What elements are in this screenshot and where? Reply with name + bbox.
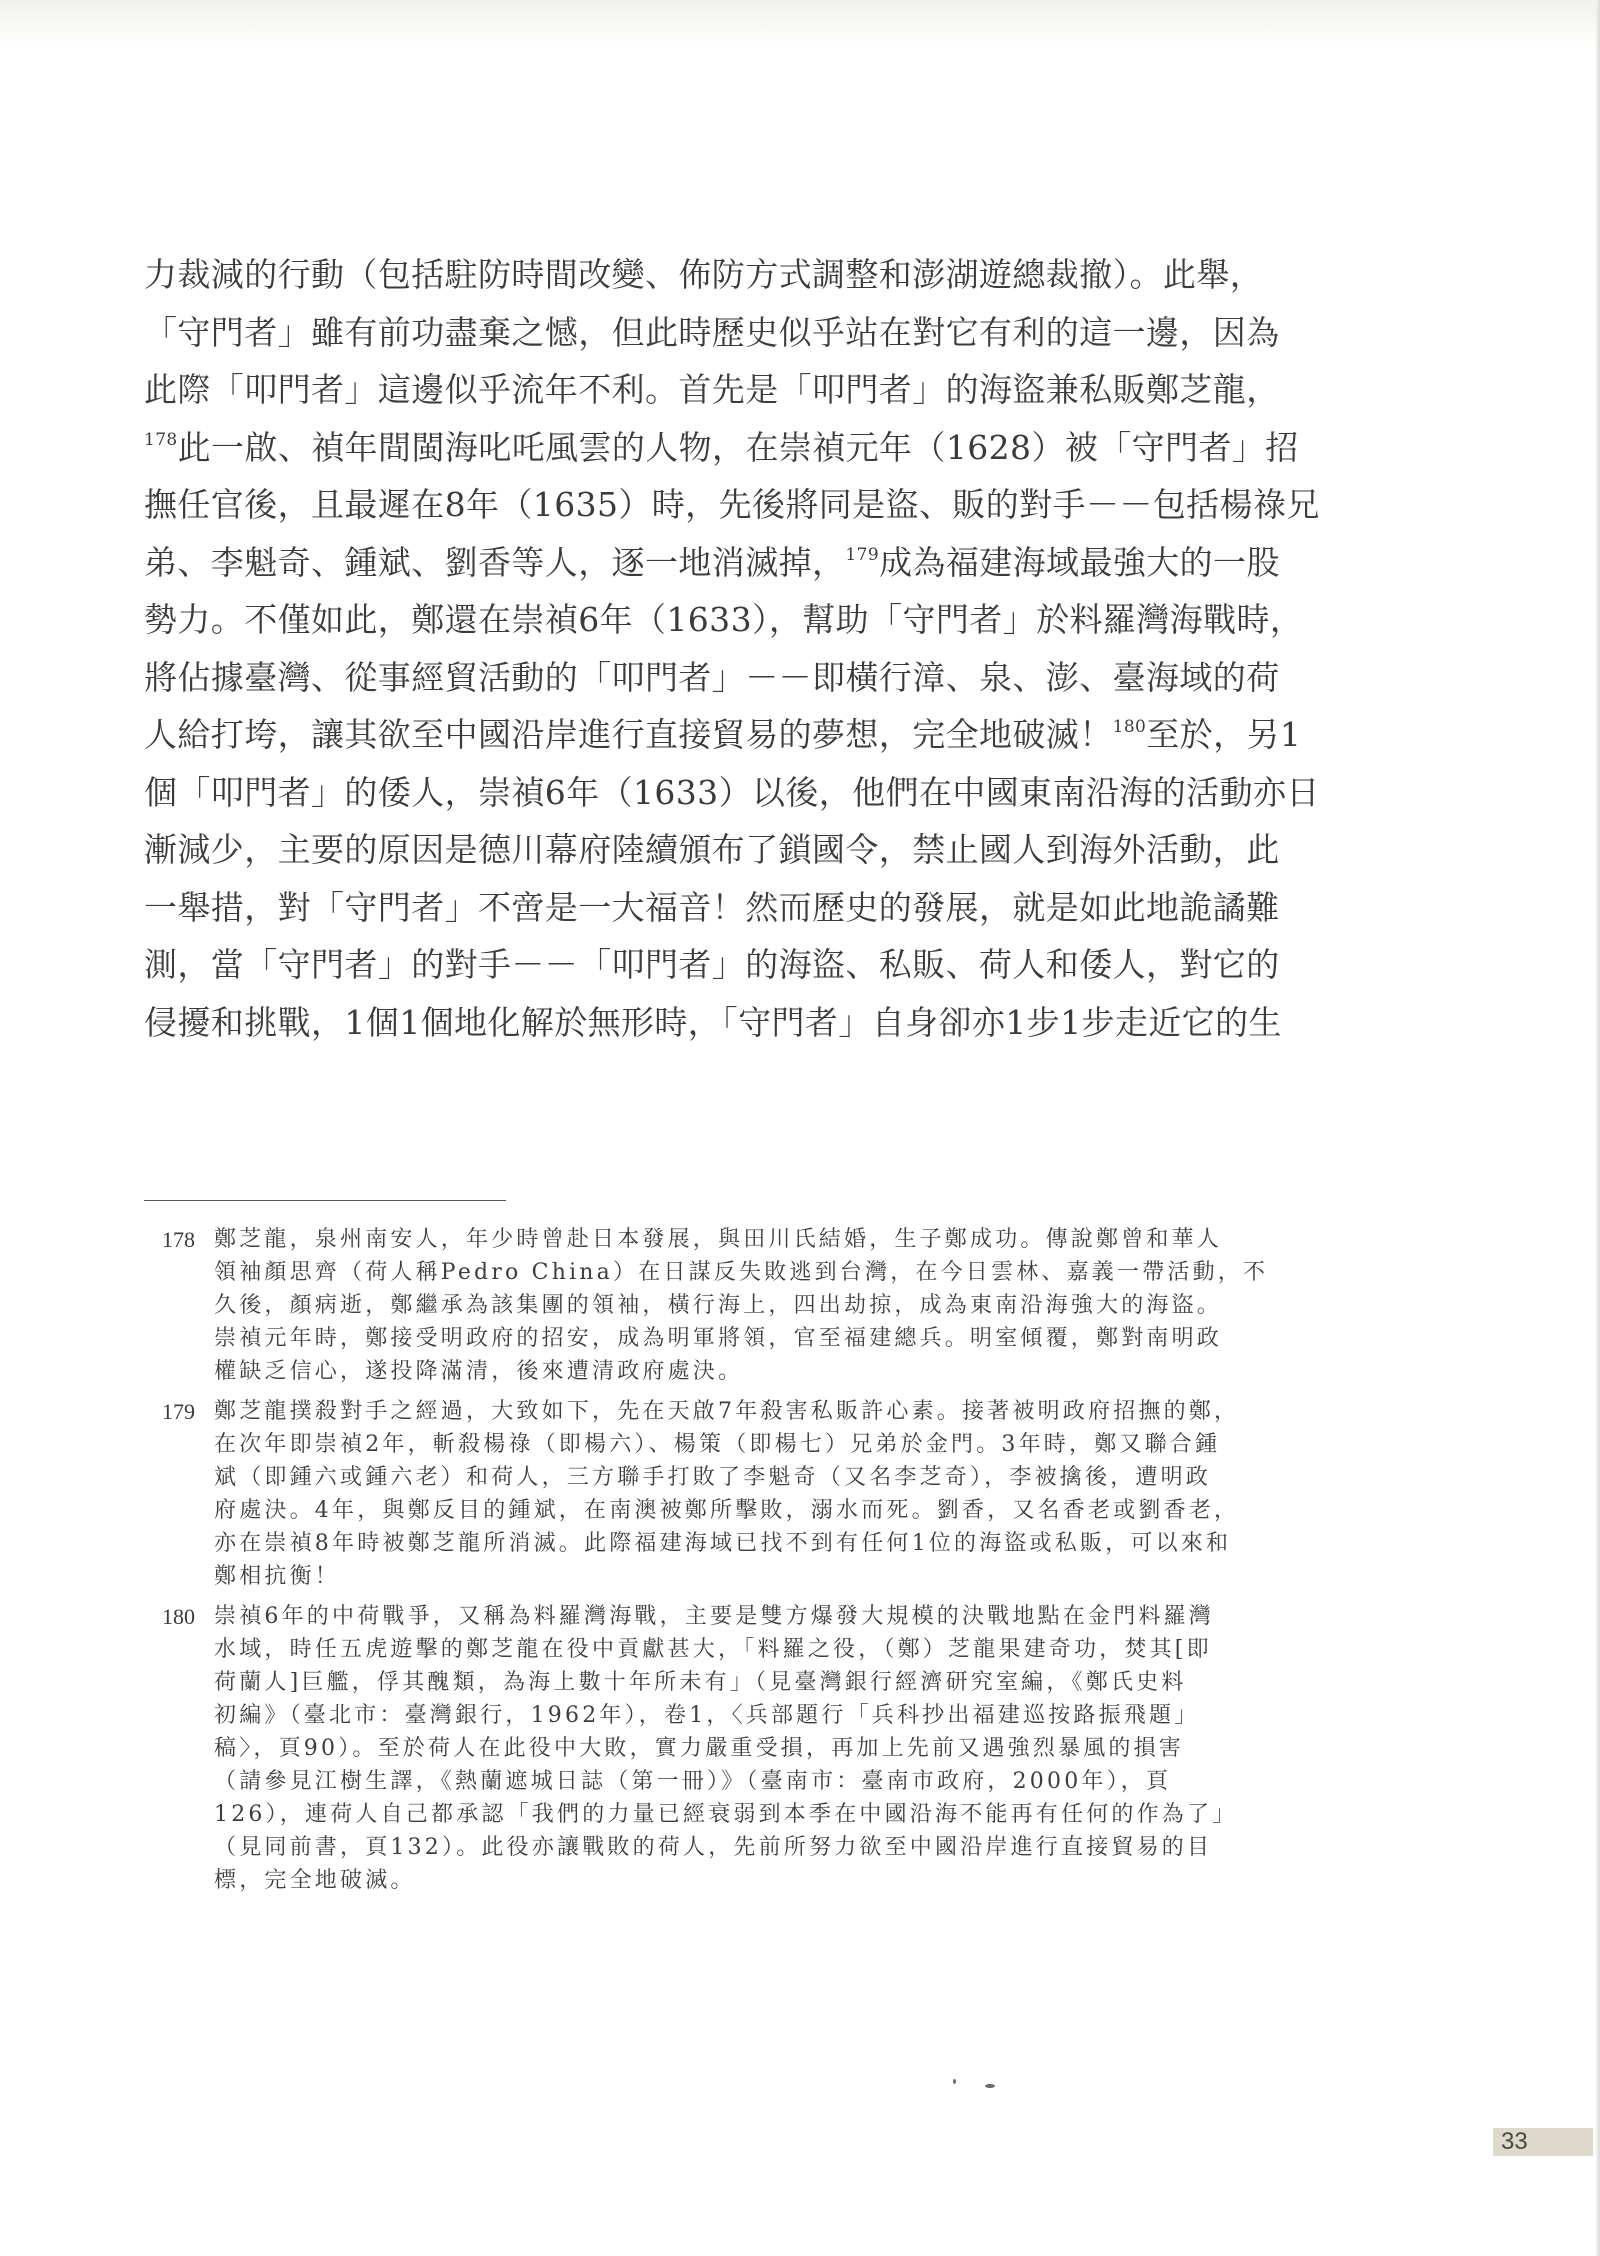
footnote-line: 在次年即崇禎2年，斬殺楊祿（即楊六）、楊策（即楊七）兄弟於金門。3年時，鄭又聯合鍾 — [214, 1432, 1221, 1457]
footnote-line: 稿〉，頁90）。至於荷人在此役中大敗，實力嚴重受損，再加上先前又遇強烈暴風的損害 — [214, 1736, 1184, 1761]
footnote-line: 府處決。4年，與鄭反目的鍾斌，在南澳被鄭所擊敗，溺水而死。劉香，又名香老或劉香老， — [214, 1498, 1240, 1523]
body-line: 弟、李魁奇、鍾斌、劉香等人，逐一地消滅掉，$^{179}$成為福建海域最強大的一股 — [144, 542, 1280, 582]
footnote-number: 179 — [162, 1399, 195, 1424]
footnote-line: 斌（即鍾六或鍾六老）和荷人，三方聯手打敗了李魁奇（又名李芝奇），李被擒後，遭明政 — [214, 1465, 1212, 1490]
footnote-line: 亦在崇禎8年時被鄭芝龍所消滅。此際福建海域已找不到有任何1位的海盜或私販，可以來和 — [214, 1531, 1232, 1556]
body-line: 撫任官後，且最遲在8年（1635）時，先後將同是盜、販的對手－－包括楊祿兄 — [144, 485, 1320, 524]
body-line: 力裁減的行動（包括駐防時間改變、佈防方式調整和澎湖遊總裁撤）。此舉， — [144, 255, 1264, 294]
footnote-body — [214, 1395, 1342, 1593]
footnote-ref-180[interactable]: 180 — [1112, 717, 1147, 737]
footnote-line: 126），連荷人自己都承認「我們的力量已經衰弱到本季在中國沿海不能再有任何的作為了」 — [214, 1802, 1238, 1827]
footnote-ref-178[interactable]: 178 — [144, 429, 178, 450]
footnote-178 — [162, 1223, 1342, 1388]
footnote-line: 領袖顏思齊（荷人稱Pedro China）在日謀反失敗逃到台灣，在今日雲林、嘉義一帶活動，不 — [214, 1260, 1269, 1285]
footnote-179 — [162, 1395, 1342, 1593]
footnote-separator — [144, 1200, 506, 1201]
body-line: 勢力。不僅如此，鄭還在崇禎6年（1633），幫助「守門者」於料羅灣海戰時， — [144, 600, 1304, 639]
footnote-number: 180 — [162, 1604, 195, 1629]
footnote-line: 荷蘭人]巨艦，俘其醜類，為海上數十年所未有」（見臺灣銀行經濟研究室編，《鄭氏史料 — [214, 1670, 1187, 1695]
scan-speck — [985, 2084, 995, 2088]
footnote-line: 崇禎元年時，鄭接受明政府的招安，成為明軍將領，官至福建總兵。明室傾覆，鄭對南明政 — [214, 1326, 1223, 1351]
body-line: 一舉措，對「守門者」不啻是一大福音！然而歷史的發展，就是如此地詭譎難 — [144, 887, 1280, 927]
body-line: 測，當「守門者」的對手－－「叩門者」的海盜、私販、荷人和倭人，對它的 — [144, 945, 1280, 984]
body-line: 漸減少，主要的原因是德川幕府陸續頒布了鎖國令，禁止國人到海外活動，此 — [144, 830, 1280, 869]
footnote-line: 鄭芝龍撲殺對手之經過，大致如下，先在天啟7年殺害私販許心素。接著被明政府招撫的鄭， — [214, 1399, 1240, 1424]
body-line: 個「叩門者」的倭人，崇禎6年（1633）以後，他們在中國東南沿海的活動亦日 — [144, 772, 1320, 812]
footnote-ref-179[interactable]: 179 — [845, 544, 880, 565]
footnote-line: （請參見江樹生譯，《熱蘭遮城日誌（第一冊）》（臺南市：臺南市政府，2000年），頁 — [214, 1769, 1172, 1794]
footnote-body — [214, 1600, 1342, 1897]
footnote-body — [214, 1223, 1342, 1388]
footnote-line: 久後，顏病逝，鄭繼承為該集團的領袖，橫行海上，四出劫掠，成為東南沿海強大的海盜。 — [214, 1293, 1223, 1318]
body-line: 「守門者」雖有前功盡棄之憾，但此時歷史似乎站在對它有利的這一邊，因為 — [144, 312, 1280, 352]
body-line: 此際「叩門者」這邊似乎流年不利。首先是「叩門者」的海盜兼私販鄭芝龍， — [144, 370, 1280, 409]
scan-right-edge — [1596, 0, 1600, 2256]
page-number: 33 — [1501, 2128, 1528, 2155]
scan-speck — [953, 2079, 956, 2084]
footnote-line: 鄭相抗衡！ — [214, 1564, 341, 1589]
body-text — [144, 246, 1384, 1051]
footnote-line: 崇禎6年的中荷戰爭，又稱為料羅灣海戰，主要是雙方爆發大規模的決戰地點在金門料羅灣 — [214, 1604, 1214, 1629]
footnote-number: 178 — [162, 1227, 195, 1252]
footnote-line: 水域，時任五虎遊擊的鄭芝龍在役中貢獻甚大，「料羅之役，（鄭）芝龍果建奇功，焚其[即 — [214, 1637, 1212, 1662]
footnote-180 — [162, 1600, 1342, 1897]
body-line: 人給打垮，讓其欲至中國沿岸進行直接貿易的夢想，完全地破滅！$^{180}$至於，另1 — [144, 715, 1302, 754]
footnote-line: 鄭芝龍，泉州南安人，年少時曾赴日本發展，與田川氏結婚，生子鄭成功。傳說鄭曾和華人 — [214, 1227, 1223, 1252]
body-line: $^{178}$此一啟、禎年間閩海叱吒風雲的人物，在崇禎元年（1628）被「守門者」招 — [144, 427, 1299, 467]
footnotes — [162, 1223, 1342, 1904]
footnote-line: （見同前書，頁132）。此役亦讓戰敗的荷人，先前所努力欲至中國沿岸進行直接貿易的目 — [214, 1835, 1213, 1860]
scan-top-shading — [0, 0, 1600, 48]
footnote-line: 權缺乏信心，遂投降滿清，後來遭清政府處決。 — [214, 1359, 744, 1384]
footnote-line: 初編》（臺北市：臺灣銀行，1962年），卷1，〈兵部題行「兵科抄出福建巡按路振飛題」 — [214, 1703, 1200, 1728]
body-line: 侵擾和挑戰，1個1個地化解於無形時，「守門者」自身卻亦1步1步走近它的生 — [144, 1002, 1282, 1042]
page-number-tab — [1493, 2128, 1593, 2156]
body-line: 將佔據臺灣、從事經貿活動的「叩門者」－－即橫行漳、泉、澎、臺海域的荷 — [144, 657, 1280, 697]
footnote-line: 標，完全地破滅。 — [214, 1868, 416, 1893]
